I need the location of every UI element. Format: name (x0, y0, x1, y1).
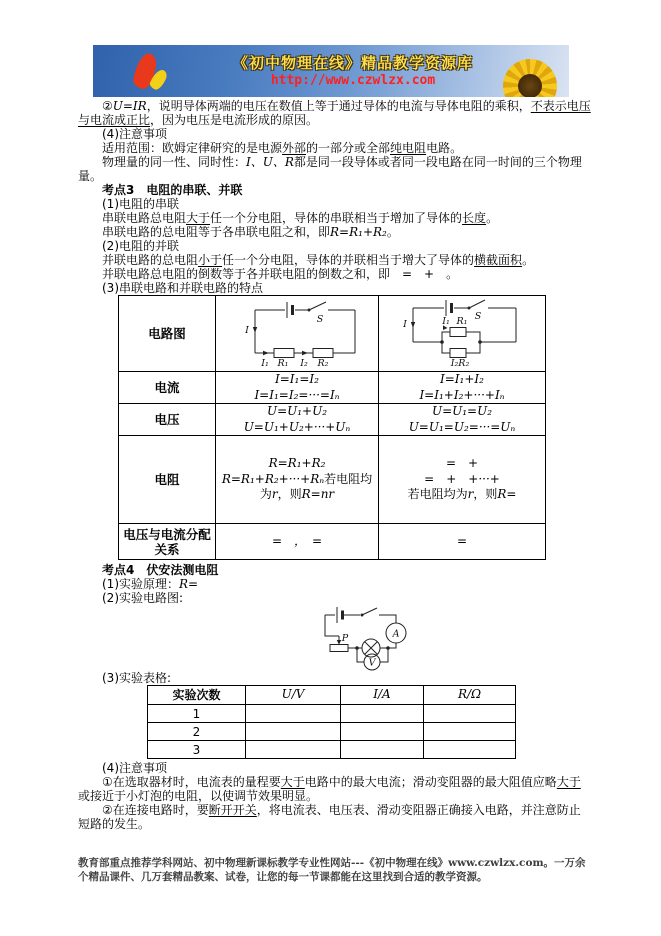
site-title: 《初中物理在线》精品教学资源库 (232, 54, 473, 72)
underline-emphasis: 断开开关 (208, 803, 257, 817)
empty-cell (341, 705, 424, 723)
sub-heading-parallel: (2)电阻的并联 (102, 239, 179, 253)
experiment-circuit-diagram (300, 605, 470, 671)
current-parallel-cell: I=I₁+I₂ I=I₁+I₂+···+Iₙ (379, 372, 546, 404)
label-i2: I₂ (299, 358, 308, 367)
current-arrow (410, 322, 414, 328)
para-note-1: ①在选取器材时，电流表的量程要大于电路中的最大电流；滑动变阻器的最大阻值应略大于或接近于小灯泡的电阻，以使调节效果明显。 (78, 775, 581, 803)
para-scope: 适用范围：欧姆定律研究的是电源外部的一部分或全部纯电阻电路。 (102, 141, 463, 155)
voltage-series-cell: U=U₁+U₂ U=U₁+U₂+···+Uₙ (216, 404, 379, 436)
empty-cell (424, 741, 516, 759)
resistance-parallel-cell: = + = + +···+ 若电阻均为r，则R= (379, 436, 546, 524)
table-row (119, 372, 546, 404)
empty-cell (424, 705, 516, 723)
underline-emphasis: 长度 (462, 211, 487, 225)
header-trial: 实验次数 (148, 686, 246, 705)
branch-bottom (442, 342, 480, 353)
header-current: I/A (341, 686, 424, 705)
para-notes-heading: (4)注意事项 (102, 127, 167, 141)
battery-symbol (287, 302, 293, 318)
document-body (78, 99, 591, 831)
para-experiment-principle: (1)实验原理：R= (102, 577, 199, 591)
formula-iur: I、U、R (246, 155, 294, 169)
para-ohm-law-note: ②U=IR，说明导体两端的电压在数值上等于通过导体的电流与导体电阻的乘积，不表示电压与电流成正比，因为电压是电流形成的原因。 (78, 99, 591, 127)
label-current: I (402, 319, 407, 330)
resistor-symbol (450, 328, 466, 337)
para-parallel-rule: 并联电路的总电阻小于任一个分电阻，导体的并联相当于增大了导体的横截面积。 (102, 253, 535, 267)
header-resistance: R/Ω (424, 686, 516, 705)
empty-cell (246, 723, 341, 741)
label-ammeter: A (392, 628, 400, 640)
resistor-symbol (313, 349, 333, 358)
voltage-parallel-cell: U=U₁=U₂ U=U₁=U₂=···=Uₙ (379, 404, 546, 436)
underline-emphasis: 外部 (282, 141, 307, 155)
sub-heading-series: (1)电阻的串联 (102, 197, 179, 211)
node-dot (355, 646, 359, 650)
trial-number: 3 (148, 741, 246, 759)
site-logo-icon (133, 51, 173, 93)
parallel-circuit-cell (379, 296, 546, 372)
label-current: I (244, 325, 249, 336)
trial-number: 1 (148, 705, 246, 723)
underline-emphasis: 大于 (556, 775, 581, 789)
table-row (119, 524, 546, 560)
empty-cell (424, 723, 516, 741)
rheostat-symbol (330, 645, 348, 652)
label-switch: S (474, 311, 481, 322)
para-same-time: 物理量的同一性、同时性：I、U、R都是同一段导体或者同一段电路在同一时间的三个物理量。 (78, 155, 582, 183)
underline-emphasis: 大于 (280, 775, 305, 789)
underline-emphasis: 纯电阻 (390, 141, 427, 155)
label-i2r2: I₂R₂ (450, 358, 469, 368)
current-arrow (263, 351, 269, 355)
battery-symbol (337, 607, 343, 623)
para-series-rule: 串联电路总电阻大于任一个分电阻，导体的串联相当于增加了导体的长度。 (102, 211, 499, 225)
row-label-current: 电流 (119, 372, 216, 404)
trial-number: 2 (148, 723, 246, 741)
resistor-symbol (450, 349, 466, 358)
sub-heading-features: (3)串联电路和并联电路的特点 (102, 281, 263, 295)
site-banner (93, 45, 569, 97)
para-experiment-circuit: (2)实验电路图: (102, 591, 184, 605)
node-dot (386, 646, 390, 650)
switch-symbol (469, 300, 485, 308)
empty-cell (246, 705, 341, 723)
formula-r-equals: R= (179, 577, 199, 591)
table-row (148, 723, 516, 741)
table-row (119, 436, 546, 524)
para-experiment-table: (3)实验表格: (102, 671, 172, 685)
label-r1: R₁ (277, 358, 288, 367)
underline-emphasis: 与电流成正比 (78, 113, 151, 127)
series-circuit-cell (216, 296, 379, 372)
table-row (119, 404, 546, 436)
battery-symbol (446, 300, 452, 316)
underline-emphasis: 小于 (198, 253, 223, 267)
switch-symbol (309, 302, 326, 310)
series-parallel-table (118, 295, 546, 560)
experiment-circuit-block (78, 605, 591, 671)
label-voltmeter: V (368, 657, 376, 669)
label-i1: I₁ (260, 358, 269, 367)
empty-cell (246, 741, 341, 759)
para-notes2-heading: (4)注意事项 (102, 761, 167, 775)
resistor-symbol (274, 349, 294, 358)
resistance-series-cell: R=R₁+R₂ R=R₁+R₂+···+Rₙ若电阻均 为r，则R=nr (216, 436, 379, 524)
header-voltage: U/V (246, 686, 341, 705)
row-label-distribution: 电压与电流分配 关系 (119, 524, 216, 560)
footer-promo-text: 教育部重点推荐学科网站、初中物理新课标教学专业性网站---《初中物理在线》www.czwlzx.com。一万余个精品课件、几万套精品教案、试卷，让您的每一节课都能在这里找到合适的教学资源。 (78, 857, 586, 883)
row-label-resistance: 电阻 (119, 436, 216, 524)
distribution-parallel-cell: = (379, 524, 546, 560)
parallel-circuit-diagram (380, 296, 545, 368)
underline-emphasis: 不表示电压 (530, 99, 591, 113)
label-slider: P (341, 633, 349, 644)
current-arrow (252, 327, 256, 333)
row-label-voltage: 电压 (119, 404, 216, 436)
wire (255, 310, 355, 353)
experiment-record-table (147, 685, 516, 759)
row-label-circuit: 电路图 (119, 296, 216, 372)
current-arrow (302, 351, 308, 355)
series-circuit-diagram (217, 297, 378, 367)
label-i1: I₁ (441, 316, 450, 327)
node-dot (440, 340, 444, 344)
para-series-formula: 串联电路的总电阻等于各串联电阻之和，即R=R₁+R₂。 (102, 225, 399, 239)
underline-emphasis: 大于 (186, 211, 211, 225)
node-dot (478, 340, 482, 344)
table-row (148, 741, 516, 759)
site-url: http://www.czwlzx.com (270, 73, 436, 88)
heading-kaodian4: 考点4 伏安法测电阻 (102, 563, 219, 577)
label-switch: S (316, 314, 323, 325)
distribution-series-cell: = ， = (216, 524, 379, 560)
table-row (119, 296, 546, 372)
underline-emphasis: 横截面积 (474, 253, 523, 267)
switch-symbol (362, 608, 377, 615)
heading-kaodian3: 考点3 电阻的串联、并联 (102, 183, 243, 197)
label-r2: R₂ (317, 358, 328, 367)
table-row (148, 705, 516, 723)
table-header-row (148, 686, 516, 705)
formula-series-sum: R=R₁+R₂ (330, 225, 387, 239)
label-r1: R₁ (456, 316, 467, 327)
empty-cell (341, 723, 424, 741)
current-series-cell: I=I₁=I₂ I=I₁=I₂=···=Iₙ (216, 372, 379, 404)
para-note-2: ②在连接电路时，要断开开关，将电流表、电压表、滑动变阻器正确接入电路，并注意防止短路的发生。 (78, 803, 581, 831)
formula-u-ir: U=IR (112, 99, 147, 113)
empty-cell (341, 741, 424, 759)
lamp-cross (365, 642, 378, 655)
para-parallel-formula: 并联电路总电阻的倒数等于各并联电阻的倒数之和，即 = + 。 (102, 267, 459, 281)
